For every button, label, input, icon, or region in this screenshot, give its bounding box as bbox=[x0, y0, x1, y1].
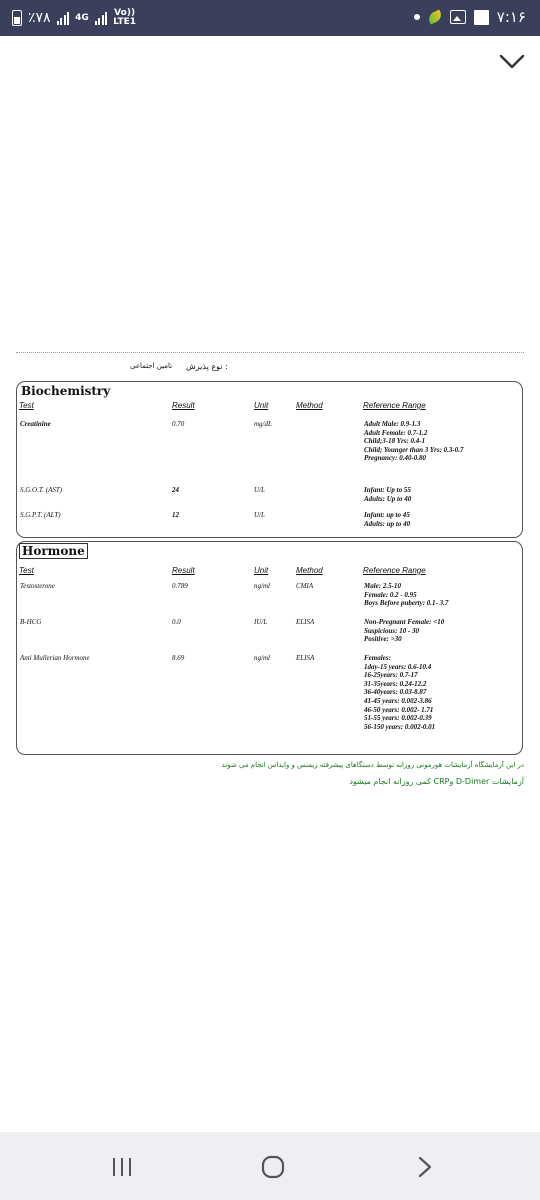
hormone-title: Hormone bbox=[19, 543, 88, 559]
back-icon bbox=[410, 1152, 440, 1182]
home-icon bbox=[258, 1152, 288, 1182]
test-unit: ng/ml bbox=[254, 582, 270, 590]
test-method: CMIA bbox=[296, 582, 314, 590]
biochemistry-panel bbox=[16, 381, 523, 538]
back-button[interactable] bbox=[410, 1152, 440, 1182]
reference-range: Non-Pregnant Female: <10 Suspicious: 10 - 30 Positive: >30 bbox=[364, 618, 445, 644]
status-left bbox=[12, 9, 136, 27]
battery-icon bbox=[12, 10, 22, 26]
lab-notice-hormones: در این آزمایشگاه آزمایشات هورمونی روزانه توسط دستگاهای پیشرفته زیمنس و وایداس انجام می شوند bbox=[221, 761, 524, 769]
reference-range: Adult Male: 0.9-1.3 Adult Female: 0.7-1.2 Child;3-18 Yrs: 0.4-1 Child; Younger than 3 Yrs: 0.3-0.7 Pregnancy: 0.40-0.80 bbox=[364, 420, 464, 463]
col-test: Test bbox=[19, 401, 34, 410]
col-range: Reference Range bbox=[363, 566, 426, 575]
photo-icon bbox=[450, 10, 466, 24]
insurance-label: نوع پذیرش : bbox=[186, 362, 228, 371]
report-header bbox=[0, 352, 540, 378]
test-unit: U/L bbox=[254, 511, 265, 519]
navigation-bar bbox=[0, 1132, 540, 1200]
test-unit: ng/ml bbox=[254, 654, 270, 662]
col-range: Reference Range bbox=[363, 401, 426, 410]
test-result: 0.0 bbox=[172, 618, 181, 626]
test-name: Testosterone bbox=[20, 582, 55, 590]
reference-range: Infant: Up to 55 Adults: Up to 40 bbox=[364, 486, 412, 503]
status-right bbox=[414, 8, 526, 26]
network-volte-label: Vo)) LTE1 bbox=[113, 8, 137, 27]
test-result: 0.70 bbox=[172, 420, 185, 428]
test-unit: IU/L bbox=[254, 618, 268, 626]
reference-range: Females: 1day-15 years: 0.6-10.4 16-25years: 0.7-17 31-35years: 0.24-12.2 36-40years: 0.03-8.87 41-45 years: 0.002-3.86 46-50 years: 0.002- 1.71 51-55 years: 0.002-0.39 56-150 years: 0.002-0.01 bbox=[364, 654, 436, 731]
recent-apps-button[interactable] bbox=[108, 1152, 138, 1182]
col-method: Method bbox=[296, 566, 323, 575]
test-unit: U/L bbox=[254, 486, 265, 494]
biochemistry-title: Biochemistry bbox=[21, 384, 111, 398]
network-4g-label: 4G bbox=[75, 12, 89, 23]
test-name: Anti Mullerian Hormone bbox=[20, 654, 90, 662]
col-test: Test bbox=[19, 566, 34, 575]
test-result: 0.789 bbox=[172, 582, 188, 590]
recent-apps-icon bbox=[108, 1152, 138, 1182]
test-result: 8.69 bbox=[172, 654, 185, 662]
test-name: S.G.O.T. (AST) bbox=[20, 486, 63, 494]
hormone-panel bbox=[16, 541, 523, 755]
lab-notice-ddimer: آزمایشات D-Dimer وCRP کمی روزانه انجام میشود bbox=[349, 777, 524, 786]
col-result: Result bbox=[172, 401, 195, 410]
col-unit: Unit bbox=[254, 401, 269, 410]
signal-icon-2 bbox=[95, 11, 108, 25]
lab-report-image[interactable] bbox=[0, 352, 540, 786]
battery-percent: ٪۷۸ bbox=[28, 10, 51, 26]
insurance-value: تامین اجتماعی bbox=[130, 362, 173, 370]
test-name: B-HCG bbox=[20, 618, 42, 626]
test-method: ELISA bbox=[296, 618, 315, 626]
test-unit: mg/dL bbox=[254, 420, 272, 428]
col-result: Result bbox=[172, 566, 195, 575]
test-result: 24 bbox=[172, 486, 179, 494]
reference-range: Male: 2.5-10 Female: 0.2 - 0.95 Boys Before puberty: 0.1- 3.7 bbox=[364, 582, 449, 608]
chevron-down-icon bbox=[498, 48, 526, 76]
header-divider bbox=[16, 352, 524, 356]
col-unit: Unit bbox=[254, 566, 269, 575]
test-name: S.G.P.T. (ALT) bbox=[20, 511, 61, 519]
status-bar bbox=[0, 0, 540, 36]
test-result: 12 bbox=[172, 511, 179, 519]
test-method: ELISA bbox=[296, 654, 315, 662]
clock: ۷:۱۶ bbox=[496, 8, 526, 26]
leaf-icon bbox=[426, 10, 443, 25]
home-button[interactable] bbox=[258, 1152, 288, 1182]
notification-dot-icon bbox=[414, 14, 420, 20]
col-method: Method bbox=[296, 401, 323, 410]
signal-icon bbox=[57, 11, 70, 25]
square-icon bbox=[474, 10, 489, 25]
reference-range: Infant: up to 45 Adults: up to 40 bbox=[364, 511, 411, 528]
test-name: Creatinine bbox=[20, 420, 51, 428]
collapse-button[interactable] bbox=[498, 48, 526, 76]
